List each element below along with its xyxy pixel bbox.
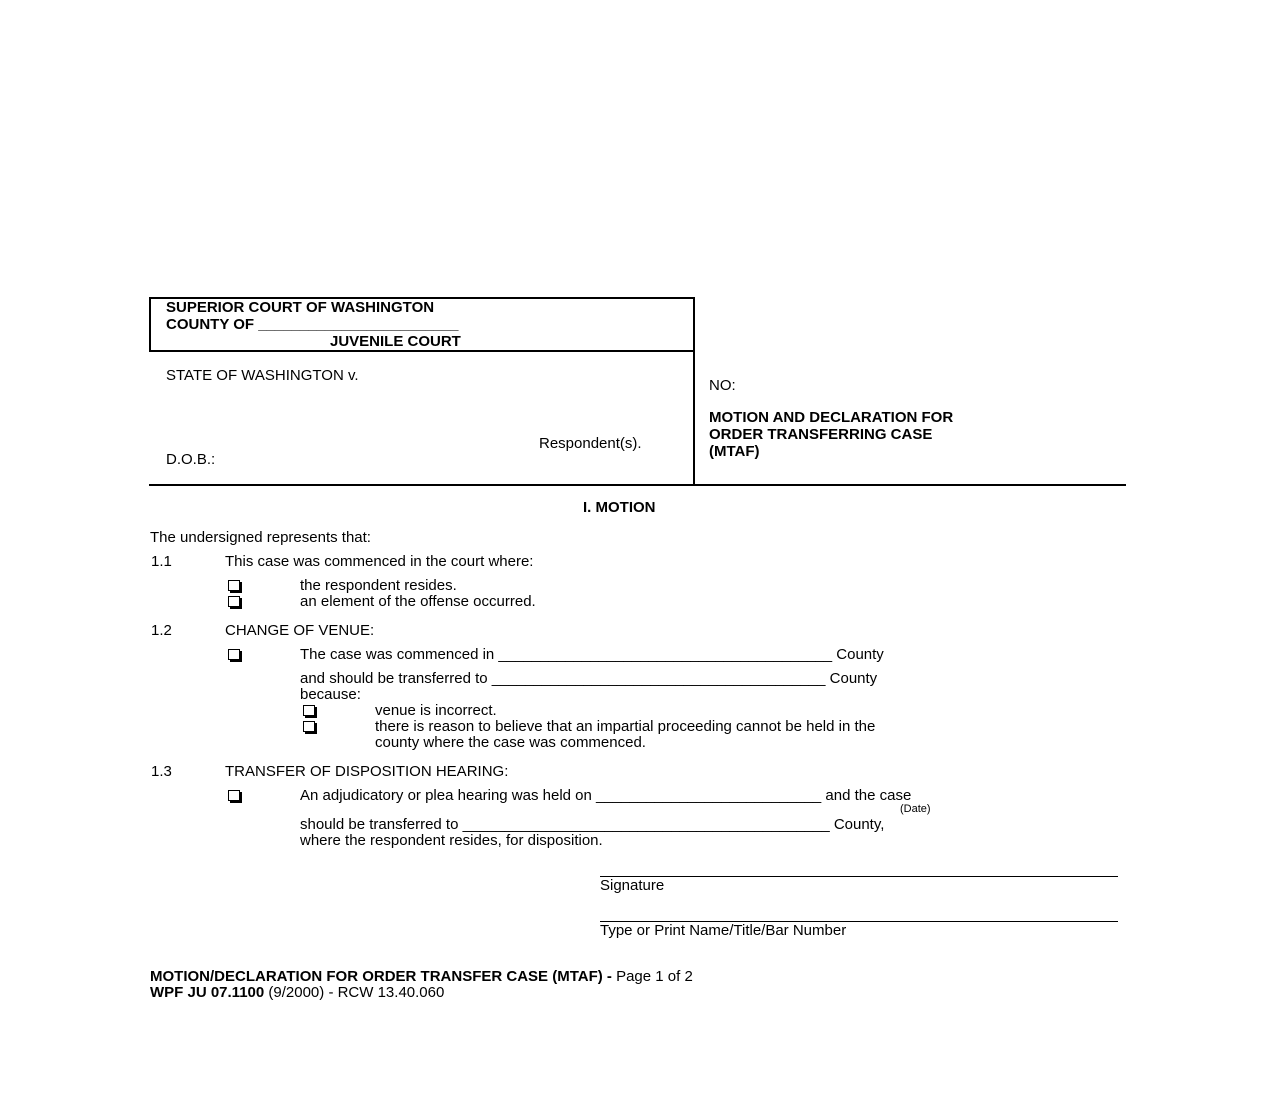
respondent-label: Respondent(s). (539, 435, 642, 452)
venue-commenced-line: The case was commenced in ________________________________________ County (300, 646, 884, 663)
signature-line (600, 876, 1118, 877)
court-county-line: COUNTY OF ________________________ (166, 316, 459, 333)
section-heading-motion: I. MOTION (583, 499, 656, 516)
court-juvenile-line: JUVENILE COURT (330, 333, 461, 350)
section-1-1-number: 1.1 (151, 553, 172, 570)
checkbox-impartial-proceeding[interactable] (303, 721, 315, 732)
venue-transfer-line: and should be transferred to ________________________________________ County (300, 670, 878, 687)
dob-label: D.O.B.: (166, 451, 216, 468)
section-1-3-text: TRANSFER OF DISPOSITION HEARING: (225, 763, 509, 780)
court-name-line1: SUPERIOR COURT OF WASHINGTON (166, 299, 435, 316)
footer-form-id (150, 985, 444, 1001)
date-caption: (Date) (900, 803, 931, 815)
checkbox-offense-occurred[interactable] (228, 596, 240, 607)
footer-form-number: WPF JU 07.1100 (150, 984, 265, 1001)
option-respondent-resides: the respondent resides. (300, 577, 457, 594)
checkbox-transfer-disposition[interactable] (228, 790, 240, 801)
print-name-label: Type or Print Name/Title/Bar Number (600, 922, 847, 939)
section-1-3-number: 1.3 (151, 763, 172, 780)
document-title-line3: (MTAF) (709, 443, 760, 460)
checkbox-respondent-resides[interactable] (228, 580, 240, 591)
venue-because-label: because: (300, 686, 361, 703)
footer-title-bold: MOTION/DECLARATION FOR ORDER TRANSFER CASE (MTAF) - (150, 968, 612, 985)
checkbox-change-of-venue[interactable] (228, 649, 240, 660)
document-title-line2: ORDER TRANSFERRING CASE (709, 426, 933, 443)
checkbox-venue-incorrect[interactable] (303, 705, 315, 716)
state-v-label: STATE OF WASHINGTON v. (166, 367, 359, 384)
caption-bottom-rule (149, 484, 1126, 486)
hearing-held-line: An adjudicatory or plea hearing was held on ___________________________ and the case (300, 787, 912, 804)
option-venue-incorrect: venue is incorrect. (375, 702, 497, 719)
option-impartial-line2: county where the case was commenced. (375, 734, 646, 751)
intro-text: The undersigned represents that: (150, 529, 371, 546)
footer-page-number: Page 1 of 2 (611, 968, 693, 985)
document-title-line1: MOTION AND DECLARATION FOR (709, 409, 954, 426)
disposition-transfer-line: should be transferred to ____________________________________________ County, (300, 816, 885, 833)
disposition-resides-line: where the respondent resides, for disposition. (300, 832, 603, 849)
caption-vertical-divider (693, 350, 695, 486)
section-1-1-text: This case was commenced in the court where: (225, 553, 534, 570)
signature-label: Signature (600, 877, 665, 894)
option-impartial-line1: there is reason to believe that an impartial proceeding cannot be held in the (375, 718, 876, 735)
option-offense-occurred: an element of the offense occurred. (300, 593, 536, 610)
section-1-2-number: 1.2 (151, 622, 172, 639)
footer-title (150, 969, 693, 985)
case-number-label: NO: (709, 377, 736, 394)
footer-form-rev: (9/2000) - RCW 13.40.060 (264, 984, 445, 1001)
section-1-2-text: CHANGE OF VENUE: (225, 622, 375, 639)
